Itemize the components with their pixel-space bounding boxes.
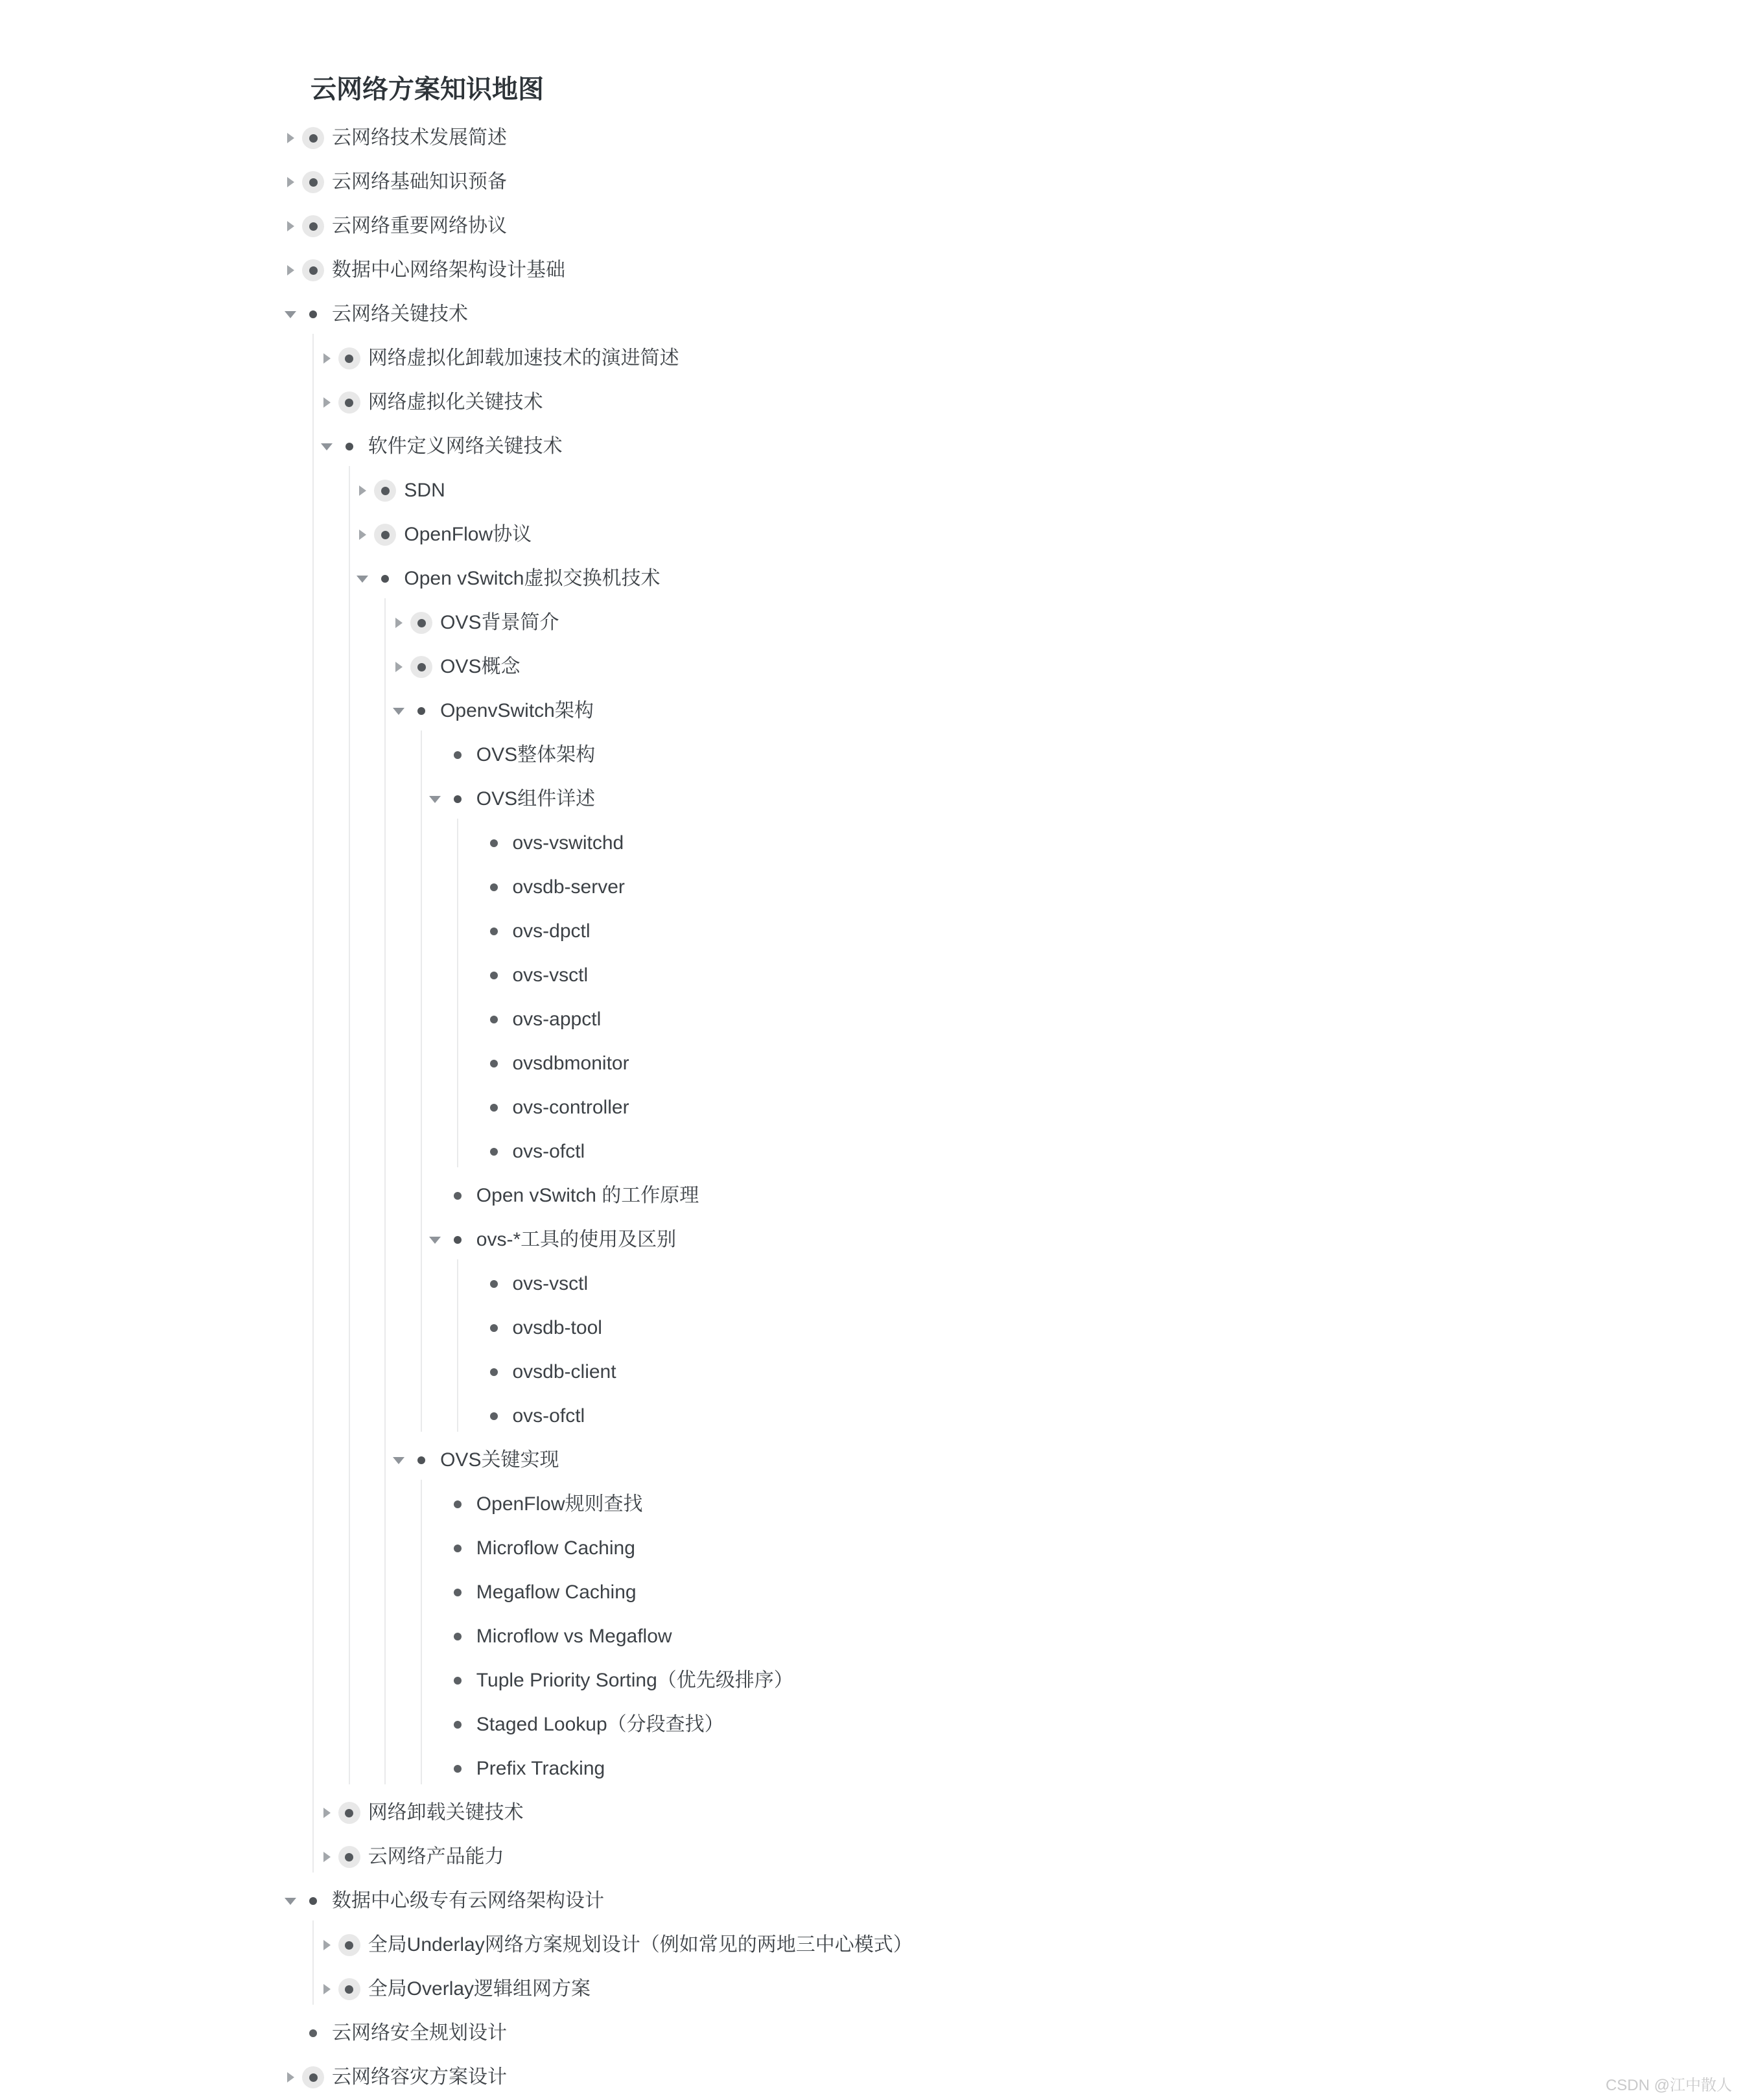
bullet-icon[interactable]	[490, 1324, 498, 1332]
outline-item-leaf[interactable]	[0, 1482, 1745, 1526]
bullet-icon[interactable]	[454, 1236, 462, 1244]
outline-item-label: 云网络重要网络协议	[332, 215, 507, 237]
watermark: CSDN @江中散人	[1605, 2077, 1732, 2094]
outline-item-label: ovsdb-server	[512, 876, 625, 898]
outline-item-label: OpenFlow协议	[404, 524, 532, 545]
outline-item-label: OpenFlow规则查找	[476, 1493, 643, 1515]
chevron-down-icon[interactable]	[429, 1237, 441, 1244]
outline-item-label: Prefix Tracking	[476, 1758, 605, 1779]
bullet-icon[interactable]	[302, 2066, 324, 2088]
bullet-dot	[309, 2073, 318, 2082]
bullet-icon[interactable]	[490, 839, 498, 847]
bullet-icon[interactable]	[374, 480, 396, 502]
outline-item-label: ovsdb-tool	[512, 1317, 602, 1338]
chevron-down-icon[interactable]	[429, 796, 441, 803]
chevron-right-icon[interactable]	[287, 221, 294, 231]
bullet-icon[interactable]	[381, 575, 389, 583]
chevron-right-icon[interactable]	[323, 1984, 331, 1994]
outline-item-collapsed[interactable]	[0, 380, 1745, 425]
bullet-icon[interactable]	[454, 795, 462, 803]
chevron-right-icon[interactable]	[323, 1808, 331, 1818]
chevron-down-icon[interactable]	[285, 311, 296, 318]
bullet-icon[interactable]	[454, 751, 462, 759]
outline-item-leaf[interactable]	[0, 1350, 1745, 1394]
chevron-right-icon[interactable]	[323, 397, 331, 408]
outline-item-expanded[interactable]	[0, 425, 1745, 469]
outline-item-label: 网络虚拟化卸载加速技术的演进简述	[368, 347, 679, 369]
outline-item-label: 数据中心网络架构设计基础	[332, 259, 565, 281]
outline-item-leaf[interactable]	[0, 733, 1745, 777]
bullet-dot	[309, 266, 318, 275]
outline-item-leaf[interactable]	[0, 1174, 1745, 1218]
bullet-icon[interactable]	[417, 707, 425, 715]
outline-item-collapsed[interactable]	[0, 1835, 1745, 1879]
bullet-icon[interactable]	[490, 1148, 498, 1156]
outline-item-label: OVS概念	[440, 656, 521, 677]
bullet-icon[interactable]	[302, 215, 324, 237]
bullet-dot	[381, 531, 390, 539]
bullet-icon[interactable]	[490, 1368, 498, 1376]
bullet-dot	[309, 222, 318, 231]
outline-item-label: ovs-ofctl	[512, 1405, 585, 1427]
bullet-dot	[345, 1809, 353, 1817]
outline-item-expanded[interactable]	[0, 292, 1745, 336]
outline-item-collapsed[interactable]	[0, 1967, 1745, 2011]
outline-item-label: Tuple Priority Sorting（优先级排序）	[476, 1670, 793, 1691]
outline-item-leaf[interactable]	[0, 821, 1745, 865]
bullet-icon[interactable]	[454, 1589, 462, 1596]
outline-item-label: 全局Overlay逻辑组网方案	[368, 1978, 591, 2000]
bullet-icon[interactable]	[490, 1104, 498, 1112]
bullet-dot	[417, 619, 426, 627]
chevron-down-icon[interactable]	[285, 1898, 296, 1905]
outline-item-expanded[interactable]	[0, 1879, 1745, 1923]
outline-item-label: OpenvSwitch架构	[440, 700, 594, 721]
bullet-icon[interactable]	[338, 1934, 360, 1956]
outline-item-label: 云网络产品能力	[368, 1846, 504, 1867]
bullet-icon[interactable]	[345, 443, 353, 450]
bullet-icon[interactable]	[410, 656, 432, 678]
outline-item-label: 云网络容灾方案设计	[332, 2066, 507, 2088]
chevron-right-icon[interactable]	[359, 485, 366, 496]
chevron-right-icon[interactable]	[395, 618, 403, 628]
chevron-right-icon[interactable]	[287, 2072, 294, 2082]
outline-item-label: ovsdbmonitor	[512, 1053, 629, 1074]
bullet-dot	[309, 178, 318, 187]
outline-item-label: ovs-vsctl	[512, 1273, 589, 1294]
bullet-icon[interactable]	[490, 1060, 498, 1068]
bullet-dot	[345, 355, 353, 363]
bullet-icon[interactable]	[490, 972, 498, 979]
outline-item-expanded[interactable]	[0, 777, 1745, 821]
outline-item-expanded[interactable]	[0, 1438, 1745, 1482]
chevron-right-icon[interactable]	[323, 1940, 331, 1950]
outline-item-leaf[interactable]	[0, 1615, 1745, 1659]
bullet-dot	[345, 1941, 353, 1950]
outline-item-collapsed[interactable]	[0, 1791, 1745, 1835]
outline-item-leaf[interactable]	[0, 1306, 1745, 1350]
bullet-icon[interactable]	[490, 883, 498, 891]
outline-item-label: ovs-dpctl	[512, 920, 591, 942]
bullet-icon[interactable]	[454, 1721, 462, 1729]
outline-item-leaf[interactable]	[0, 1526, 1745, 1570]
outline-item-label: ovs-vsctl	[512, 964, 589, 986]
bullet-icon[interactable]	[454, 1192, 462, 1200]
outline-item-label: OVS整体架构	[476, 744, 596, 765]
chevron-down-icon[interactable]	[393, 708, 404, 715]
outline-item-label: ovs-appctl	[512, 1009, 602, 1030]
bullet-icon[interactable]	[309, 1897, 317, 1905]
outline-item-leaf[interactable]	[0, 1703, 1745, 1747]
outline-item-collapsed[interactable]	[0, 513, 1745, 557]
page-title: 云网络方案知识地图	[310, 75, 544, 104]
outline-item-label: Staged Lookup（分段查找）	[476, 1714, 724, 1735]
outline-item-collapsed[interactable]	[0, 248, 1745, 292]
outline-item-label: ovsdb-client	[512, 1361, 616, 1382]
bullet-icon[interactable]	[417, 1456, 425, 1464]
outline-item-collapsed[interactable]	[0, 645, 1745, 689]
outline-item-label: ovs-controller	[512, 1097, 629, 1118]
chevron-down-icon[interactable]	[357, 576, 368, 583]
bullet-dot	[345, 399, 353, 407]
bullet-icon[interactable]	[302, 127, 324, 149]
outline-item-leaf[interactable]	[0, 865, 1745, 909]
chevron-right-icon[interactable]	[323, 353, 331, 364]
bullet-icon[interactable]	[490, 1016, 498, 1023]
outline-item-leaf[interactable]	[0, 909, 1745, 953]
bullet-icon[interactable]	[490, 928, 498, 935]
bullet-icon[interactable]	[338, 391, 360, 414]
outline-item-collapsed[interactable]	[0, 2055, 1745, 2099]
bullet-icon[interactable]	[410, 612, 432, 634]
bullet-dot	[309, 134, 318, 143]
bullet-icon[interactable]	[309, 2029, 317, 2037]
outline-item-label: 软件定义网络关键技术	[368, 436, 563, 457]
outline-item-expanded[interactable]	[0, 1218, 1745, 1262]
outline-item-label: 云网络技术发展简述	[332, 127, 507, 148]
outline-item-label: SDN	[404, 480, 445, 501]
outline-item-label: Megaflow Caching	[476, 1581, 637, 1603]
outline-item-label: Open vSwitch 的工作原理	[476, 1185, 699, 1206]
bullet-dot	[381, 487, 390, 495]
outline-item-label: 数据中心级专有云网络架构设计	[332, 1890, 604, 1911]
chevron-right-icon[interactable]	[287, 133, 294, 143]
chevron-right-icon[interactable]	[323, 1852, 331, 1862]
outline-item-collapsed[interactable]	[0, 336, 1745, 380]
chevron-right-icon[interactable]	[287, 265, 294, 275]
bullet-icon[interactable]	[454, 1633, 462, 1640]
outline-item-collapsed[interactable]	[0, 1923, 1745, 1967]
chevron-down-icon[interactable]	[321, 443, 333, 450]
outline-item-leaf[interactable]	[0, 1042, 1745, 1086]
bullet-icon[interactable]	[302, 171, 324, 193]
bullet-icon[interactable]	[338, 1978, 360, 2000]
outline-item-leaf[interactable]	[0, 1659, 1745, 1703]
outline-item-label: 云网络基础知识预备	[332, 171, 507, 192]
outline-item-leaf[interactable]	[0, 1570, 1745, 1615]
bullet-dot	[345, 1985, 353, 1994]
chevron-down-icon[interactable]	[393, 1457, 404, 1464]
outline-item-collapsed[interactable]	[0, 204, 1745, 248]
outline-item-leaf[interactable]	[0, 2011, 1745, 2055]
bullet-icon[interactable]	[454, 1677, 462, 1685]
outline-item-collapsed[interactable]	[0, 160, 1745, 204]
outline-item-label: 网络卸载关键技术	[368, 1802, 524, 1823]
bullet-icon[interactable]	[309, 310, 317, 318]
chevron-right-icon[interactable]	[359, 530, 366, 540]
bullet-icon[interactable]	[338, 1846, 360, 1868]
bullet-icon[interactable]	[338, 347, 360, 369]
bullet-icon[interactable]	[374, 524, 396, 546]
bullet-icon[interactable]	[454, 1545, 462, 1552]
outline-item-leaf[interactable]	[0, 1262, 1745, 1306]
chevron-right-icon[interactable]	[395, 662, 403, 672]
outline-item-label: 云网络关键技术	[332, 303, 468, 325]
outline-item-label: Microflow vs Megaflow	[476, 1626, 672, 1647]
outline-item-label: 云网络安全规划设计	[332, 2022, 507, 2044]
bullet-icon[interactable]	[490, 1280, 498, 1288]
outline-item-leaf[interactable]	[0, 1394, 1745, 1438]
outline-item-collapsed[interactable]	[0, 116, 1745, 160]
outline-item-label: OVS背景简介	[440, 612, 559, 633]
outline-item-leaf[interactable]	[0, 1086, 1745, 1130]
outline-item-leaf[interactable]	[0, 1747, 1745, 1791]
outline-item-label: ovs-ofctl	[512, 1141, 585, 1162]
outline-item-expanded[interactable]	[0, 689, 1745, 733]
outline-item-collapsed[interactable]	[0, 601, 1745, 645]
outline-item-label: Microflow Caching	[476, 1537, 635, 1559]
outline-item-label: OVS关键实现	[440, 1449, 559, 1471]
outline-item-collapsed[interactable]	[0, 469, 1745, 513]
bullet-dot	[345, 1853, 353, 1861]
outline-item-label: OVS组件详述	[476, 788, 596, 810]
outline-item-label: 全局Underlay网络方案规划设计（例如常见的两地三中心模式）	[368, 1934, 913, 1955]
bullet-icon[interactable]	[302, 259, 324, 281]
bullet-icon[interactable]	[338, 1802, 360, 1824]
outline-item-label: ovs-vswitchd	[512, 832, 624, 854]
bullet-dot	[417, 663, 426, 671]
chevron-right-icon[interactable]	[287, 177, 294, 187]
outline-item-label: ovs-*工具的使用及区别	[476, 1229, 677, 1250]
bullet-icon[interactable]	[454, 1500, 462, 1508]
outline-item-label: Open vSwitch虚拟交换机技术	[404, 568, 661, 589]
bullet-icon[interactable]	[490, 1412, 498, 1420]
outline-item-leaf[interactable]	[0, 1130, 1745, 1174]
outline-item-label: 网络虚拟化关键技术	[368, 391, 543, 413]
bullet-icon[interactable]	[454, 1765, 462, 1773]
outline-item-leaf[interactable]	[0, 953, 1745, 998]
outline-item-expanded[interactable]	[0, 557, 1745, 601]
outline-item-leaf[interactable]	[0, 998, 1745, 1042]
